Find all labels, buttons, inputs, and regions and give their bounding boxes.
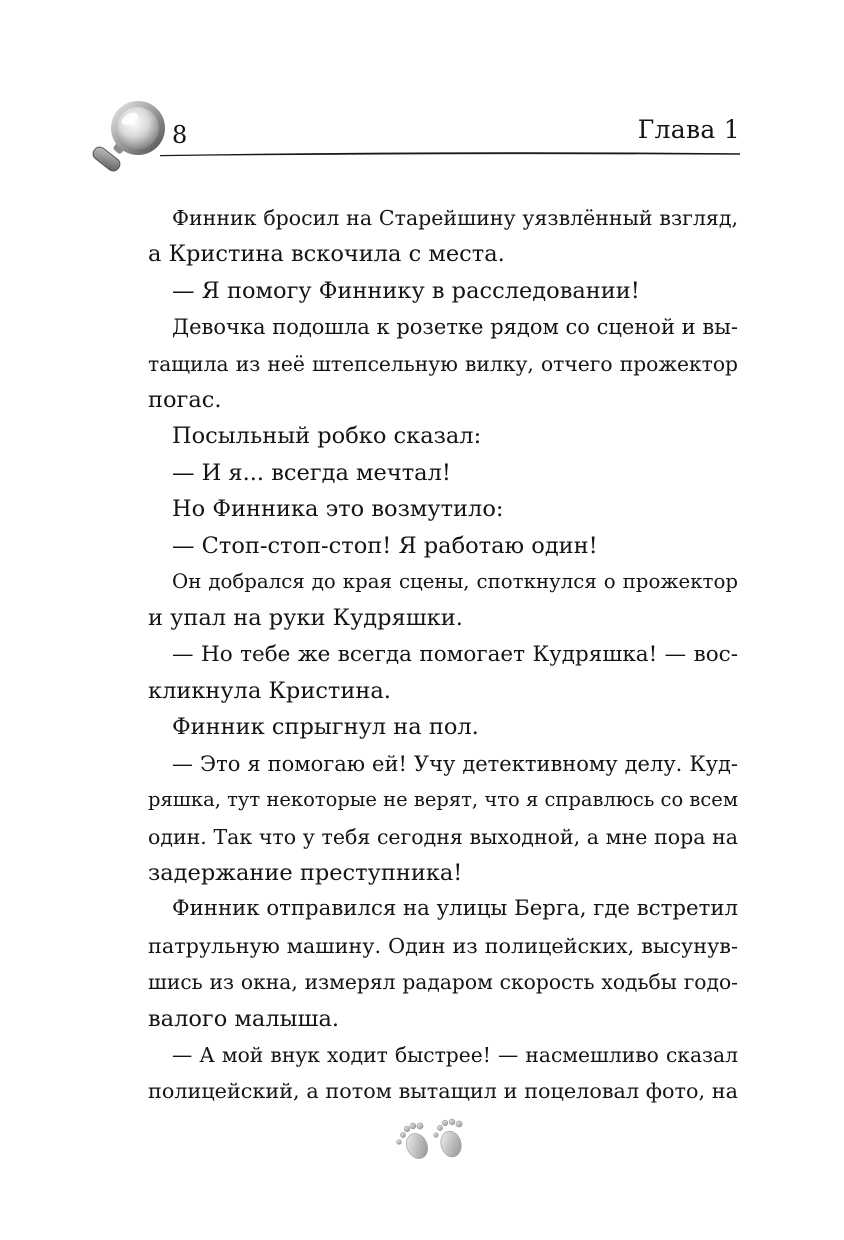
text-line: Финник отправился на улицы Берга, где встретил bbox=[172, 896, 738, 922]
text-line: — Но тебе же всегда помогает Кудряшка! — вос- bbox=[172, 641, 738, 667]
text-line: Финник спрыгнул на пол. bbox=[172, 714, 479, 741]
page-header bbox=[0, 0, 844, 180]
text-line: и упал на руки Кудряшки. bbox=[148, 605, 463, 632]
text-line: кликнула Кристина. bbox=[148, 678, 391, 705]
header-rule bbox=[160, 150, 740, 158]
text-line: Посыльный робко сказал: bbox=[172, 423, 482, 450]
text-line: а Кристина вскочила с места. bbox=[148, 241, 505, 268]
text-line: погас. bbox=[148, 386, 222, 413]
text-line: Финник бросил на Старейшину уязвлённый взгляд, bbox=[172, 206, 738, 230]
text-line: ряшка, тут некоторые не верят, что я справлюсь со всем bbox=[148, 788, 738, 812]
text-line: Девочка подошла к розетке рядом со сценой и вы- bbox=[172, 315, 738, 340]
text-line: — Стоп-стоп-стоп! Я работаю один! bbox=[172, 532, 598, 559]
text-line: полицейский, а потом вытащил и поцеловал фото, на bbox=[148, 1079, 738, 1104]
text-line: один. Так что у тебя сегодня выходной, а мне пора на bbox=[148, 824, 738, 849]
text-line: валого малыша. bbox=[148, 1005, 340, 1032]
body-text bbox=[148, 200, 738, 1110]
text-line: задержание преступника! bbox=[148, 860, 463, 887]
magnifying-glass-icon bbox=[86, 96, 176, 176]
text-line: Он добрался до края сцены, споткнулся о прожектор bbox=[172, 569, 738, 593]
text-line: — А мой внук ходит быстрее! — насмешливо сказал bbox=[172, 1042, 738, 1067]
text-line: тащила из неё штепсельную вилку, отчего прожектор bbox=[148, 351, 738, 376]
page-number: 8 bbox=[172, 121, 188, 149]
text-line: — Это я помогаю ей! Учу детективному делу. Куд- bbox=[172, 751, 738, 776]
footprints-icon bbox=[395, 1118, 475, 1166]
text-line: шись из окна, измерял радаром скорость ходьбы годо- bbox=[148, 970, 738, 995]
text-line: Но Финника это возмутило: bbox=[172, 496, 504, 523]
text-line: патрульную машину. Один из полицейских, высунув- bbox=[148, 933, 738, 958]
chapter-title: Глава 1 bbox=[637, 115, 740, 144]
text-line: — Я помогу Финнику в расследовании! bbox=[172, 277, 640, 304]
text-line: — И я... всегда мечтал! bbox=[172, 459, 451, 486]
